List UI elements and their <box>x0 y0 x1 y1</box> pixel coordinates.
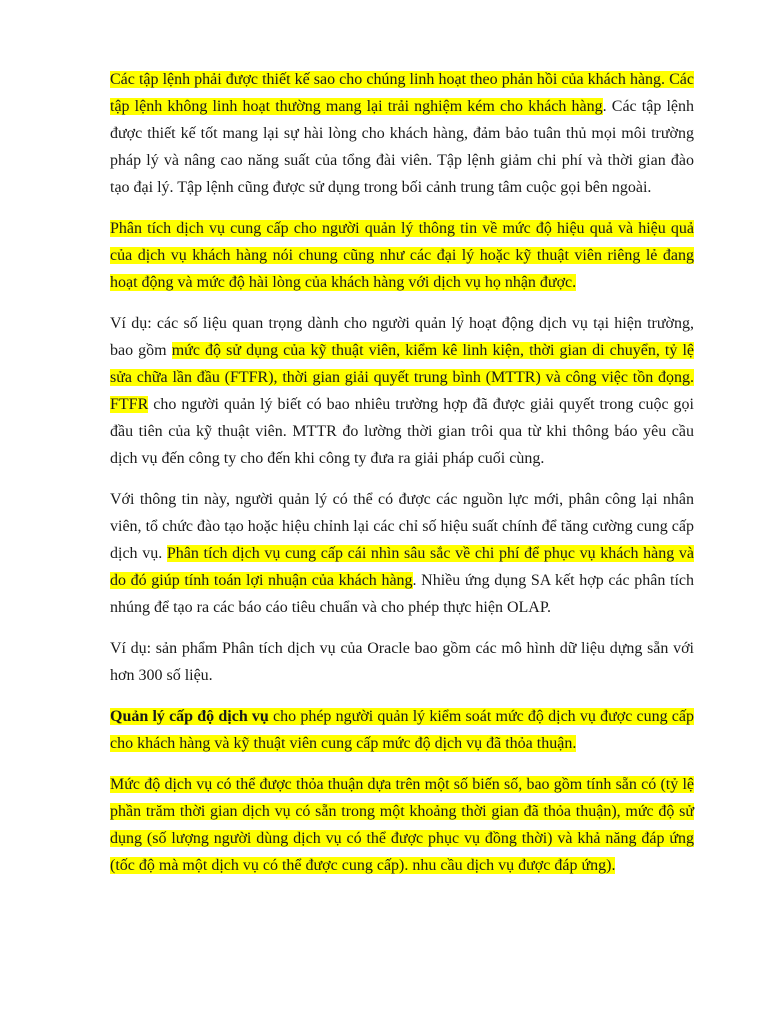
document-page <box>110 66 694 893</box>
paragraph-oracle-example <box>110 635 694 689</box>
paragraph-service-level-variables <box>110 771 694 879</box>
text-segment: Phân tích dịch vụ cung cấp cho người quản lý thông tin về mức độ hiệu quả và hiệu quả của dịch vụ khách hàng nói chung cũng như các đại lý hoặc kỹ thuật viên riêng lẻ đang hoạt động và mức độ hài lòng của khách hàng với dịch vụ họ nhận được. <box>110 220 694 291</box>
text-segment: Quản lý cấp độ dịch vụ <box>110 708 269 725</box>
text-segment: Ví dụ: các số liệu quan trọng dành cho người quản lý hoạt động dịch vụ tại hiện trường, bao gồm <box>110 315 694 359</box>
text-segment: Phân tích dịch vụ cung cấp cái nhìn sâu sắc về chi phí để phục vụ khách hàng và do đó giúp tính toán lợi nhuận của khách hàng <box>110 545 694 589</box>
text-segment: Các tập lệnh phải được thiết kế sao cho chúng linh hoạt theo phản hồi của khách hàng. Các tập lệnh không linh hoạt thường mang lại trải nghiệm kém cho khách hàng <box>110 71 694 115</box>
text-segment: . Các tập lệnh được thiết kế tốt mang lại sự hài lòng cho khách hàng, đảm bảo tuân thủ mọi môi trường pháp lý và nâng cao năng suất của tổng đài viên. Tập lệnh giảm chi phí và thời gian đào tạo đại lý. Tập lệnh cũng được sử dụng trong bối cảnh trung tâm cuộc gọi bên ngoài. <box>110 98 695 196</box>
paragraph-manager-actions <box>110 486 694 621</box>
text-segment: . Nhiều ứng dụng SA kết hợp các phân tích nhúng để tạo ra các báo cáo tiêu chuẩn và cho phép thực hiện OLAP. <box>110 572 695 616</box>
paragraph-scripts <box>110 66 694 201</box>
text-segment: Với thông tin này, người quản lý có thể có được các nguồn lực mới, phân công lại nhân viên, tổ chức đào tạo hoặc hiệu chỉnh lại các chỉ số hiệu suất chính để tăng cường cung cấp dịch vụ. <box>110 491 694 562</box>
paragraph-field-service-metrics <box>110 310 694 472</box>
text-segment: cho phép người quản lý kiểm soát mức độ dịch vụ được cung cấp cho khách hàng và kỹ thuật viên cung cấp mức độ dịch vụ đã thỏa thuận. <box>110 708 695 752</box>
text-segment: mức độ sử dụng của kỹ thuật viên, kiểm kê linh kiện, thời gian di chuyển, tỷ lệ sửa chữa lần đầu (FTFR), thời gian giải quyết trung bình (MTTR) và công việc tồn đọng. FTFR <box>110 342 695 413</box>
paragraph-service-level-management <box>110 703 694 757</box>
text-segment: Mức độ dịch vụ có thể được thỏa thuận dựa trên một số biến số, bao gồm tính sẵn có (tỷ lệ phần trăm thời gian dịch vụ có sẵn trong một khoảng thời gian đã thỏa thuận), mức độ sử dụng (số lượng người dùng dịch vụ có thể được phục vụ đồng thời) và khả năng đáp ứng (tốc độ mà một dịch vụ có thể được cung cấp). nhu cầu dịch vụ được đáp ứng). <box>110 776 694 874</box>
text-segment: Ví dụ: sản phẩm Phân tích dịch vụ của Oracle bao gồm các mô hình dữ liệu dựng sẵn với hơn 300 số liệu. <box>110 640 694 684</box>
paragraph-service-analytics <box>110 215 694 296</box>
text-segment: cho người quản lý biết có bao nhiêu trường hợp đã được giải quyết trong cuộc gọi đầu tiên của kỹ thuật viên. MTTR đo lường thời gian trôi qua từ khi thông báo yêu cầu dịch vụ đến công ty cho đến khi công ty đưa ra giải pháp cuối cùng. <box>110 396 694 467</box>
